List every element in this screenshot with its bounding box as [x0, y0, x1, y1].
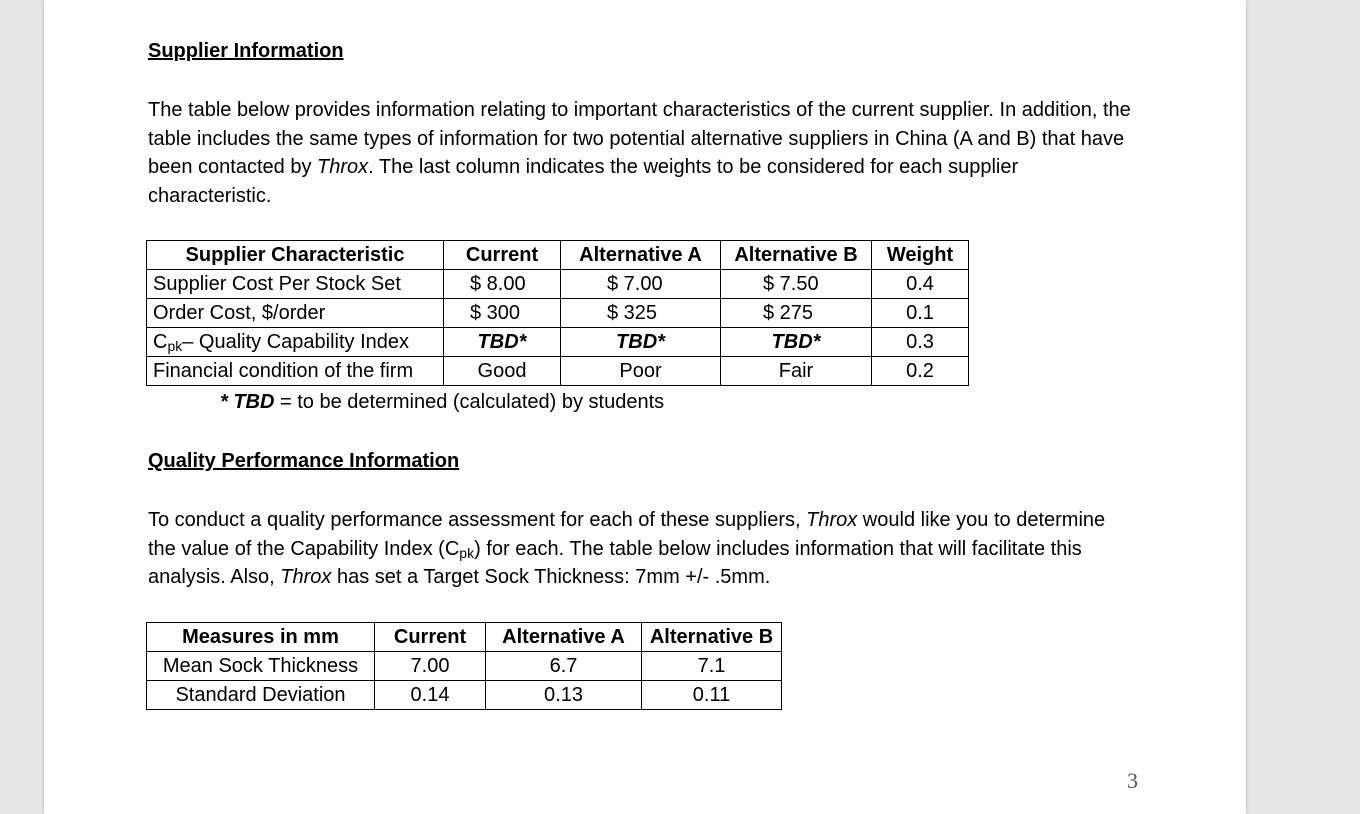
- table-cell: $ 325: [561, 299, 721, 328]
- table-cell: $ 7.50: [721, 270, 872, 299]
- table-cell: Fair: [721, 357, 872, 386]
- table-cell: 0.2: [872, 357, 969, 386]
- table-cell: 7.1: [642, 652, 782, 681]
- cpk-subscript: pk: [459, 544, 475, 561]
- brand-name: Throx: [317, 156, 369, 178]
- para-text: has set a Target Sock Thickness: 7mm +/- .5mm.: [331, 566, 771, 588]
- document-page: [44, 0, 1246, 814]
- table-cell: TBD*: [721, 328, 872, 357]
- table-header-row: [147, 241, 969, 270]
- table-row: [147, 270, 969, 299]
- para-text: would like you to determine the value of the Capability Index (C: [148, 509, 1106, 560]
- header-cell: Weight: [872, 241, 969, 270]
- table-cell: Mean Sock Thickness: [147, 652, 375, 681]
- header-cell: Alternative A: [486, 623, 642, 652]
- cpk-subscript: pk: [167, 338, 183, 354]
- para-text: . The last column indicates the weights to be considered for each supplier characteristic.: [148, 156, 1019, 207]
- table-header-row: [147, 623, 782, 652]
- table-row: [147, 681, 782, 710]
- table-cell: $ 275: [721, 299, 872, 328]
- table-cell: $ 7.00: [561, 270, 721, 299]
- quality-info-paragraph: [148, 506, 1138, 592]
- tbd-marker: * TBD: [220, 391, 275, 413]
- cpk-label: – Quality Capability Index: [182, 331, 410, 353]
- table-cell: 0.1: [872, 299, 969, 328]
- footnote-text: = to be determined (calculated) by students: [274, 391, 665, 413]
- header-cell: Alternative B: [721, 241, 872, 270]
- table-row: [147, 357, 969, 386]
- table-cell: Supplier Cost Per Stock Set: [147, 270, 444, 299]
- table-row: [147, 652, 782, 681]
- table-cell: Standard Deviation: [147, 681, 375, 710]
- header-cell: Alternative A: [561, 241, 721, 270]
- para-text: ) for each. The table below includes information that will facilitate this analysis. Also,: [148, 537, 1082, 588]
- table-cell: $ 300: [444, 299, 561, 328]
- table-cell: 0.14: [375, 681, 486, 710]
- para-text: To conduct a quality performance assessment for each of these suppliers,: [148, 509, 807, 531]
- tbd-footnote: [220, 391, 664, 414]
- supplier-table: [146, 240, 969, 386]
- table-cell: TBD*: [561, 328, 721, 357]
- measures-table: [146, 622, 782, 710]
- brand-name: Throx: [806, 509, 858, 531]
- page-number: 3: [1127, 768, 1138, 793]
- table-cell: 7.00: [375, 652, 486, 681]
- table-cell: $ 8.00: [444, 270, 561, 299]
- supplier-info-paragraph: [148, 96, 1138, 210]
- supplier-info-heading: Supplier Information: [148, 40, 344, 62]
- quality-info-heading: Quality Performance Information: [148, 450, 460, 472]
- para-text: The table below provides information relating to important characteristics of the current supplier. In addition, the table includes the same types of information for two potential alternative suppliers in China (A and B) that have been contacted by: [148, 99, 1131, 178]
- header-cell: Current: [444, 241, 561, 270]
- table-cell: 0.4: [872, 270, 969, 299]
- table-cell: 0.11: [642, 681, 782, 710]
- table-cell: 0.3: [872, 328, 969, 357]
- table-cell: [147, 328, 444, 357]
- table-row: [147, 328, 969, 357]
- header-cell: Measures in mm: [147, 623, 375, 652]
- brand-name: Throx: [280, 566, 332, 588]
- header-cell: Alternative B: [642, 623, 782, 652]
- table-cell: Poor: [561, 357, 721, 386]
- table-cell: Financial condition of the firm: [147, 357, 444, 386]
- table-cell: TBD*: [444, 328, 561, 357]
- header-cell: Current: [375, 623, 486, 652]
- table-cell: 0.13: [486, 681, 642, 710]
- table-cell: 6.7: [486, 652, 642, 681]
- cpk-symbol: C: [153, 331, 168, 353]
- table-row: [147, 299, 969, 328]
- table-cell: Order Cost, $/order: [147, 299, 444, 328]
- header-cell: Supplier Characteristic: [147, 241, 444, 270]
- table-cell: Good: [444, 357, 561, 386]
